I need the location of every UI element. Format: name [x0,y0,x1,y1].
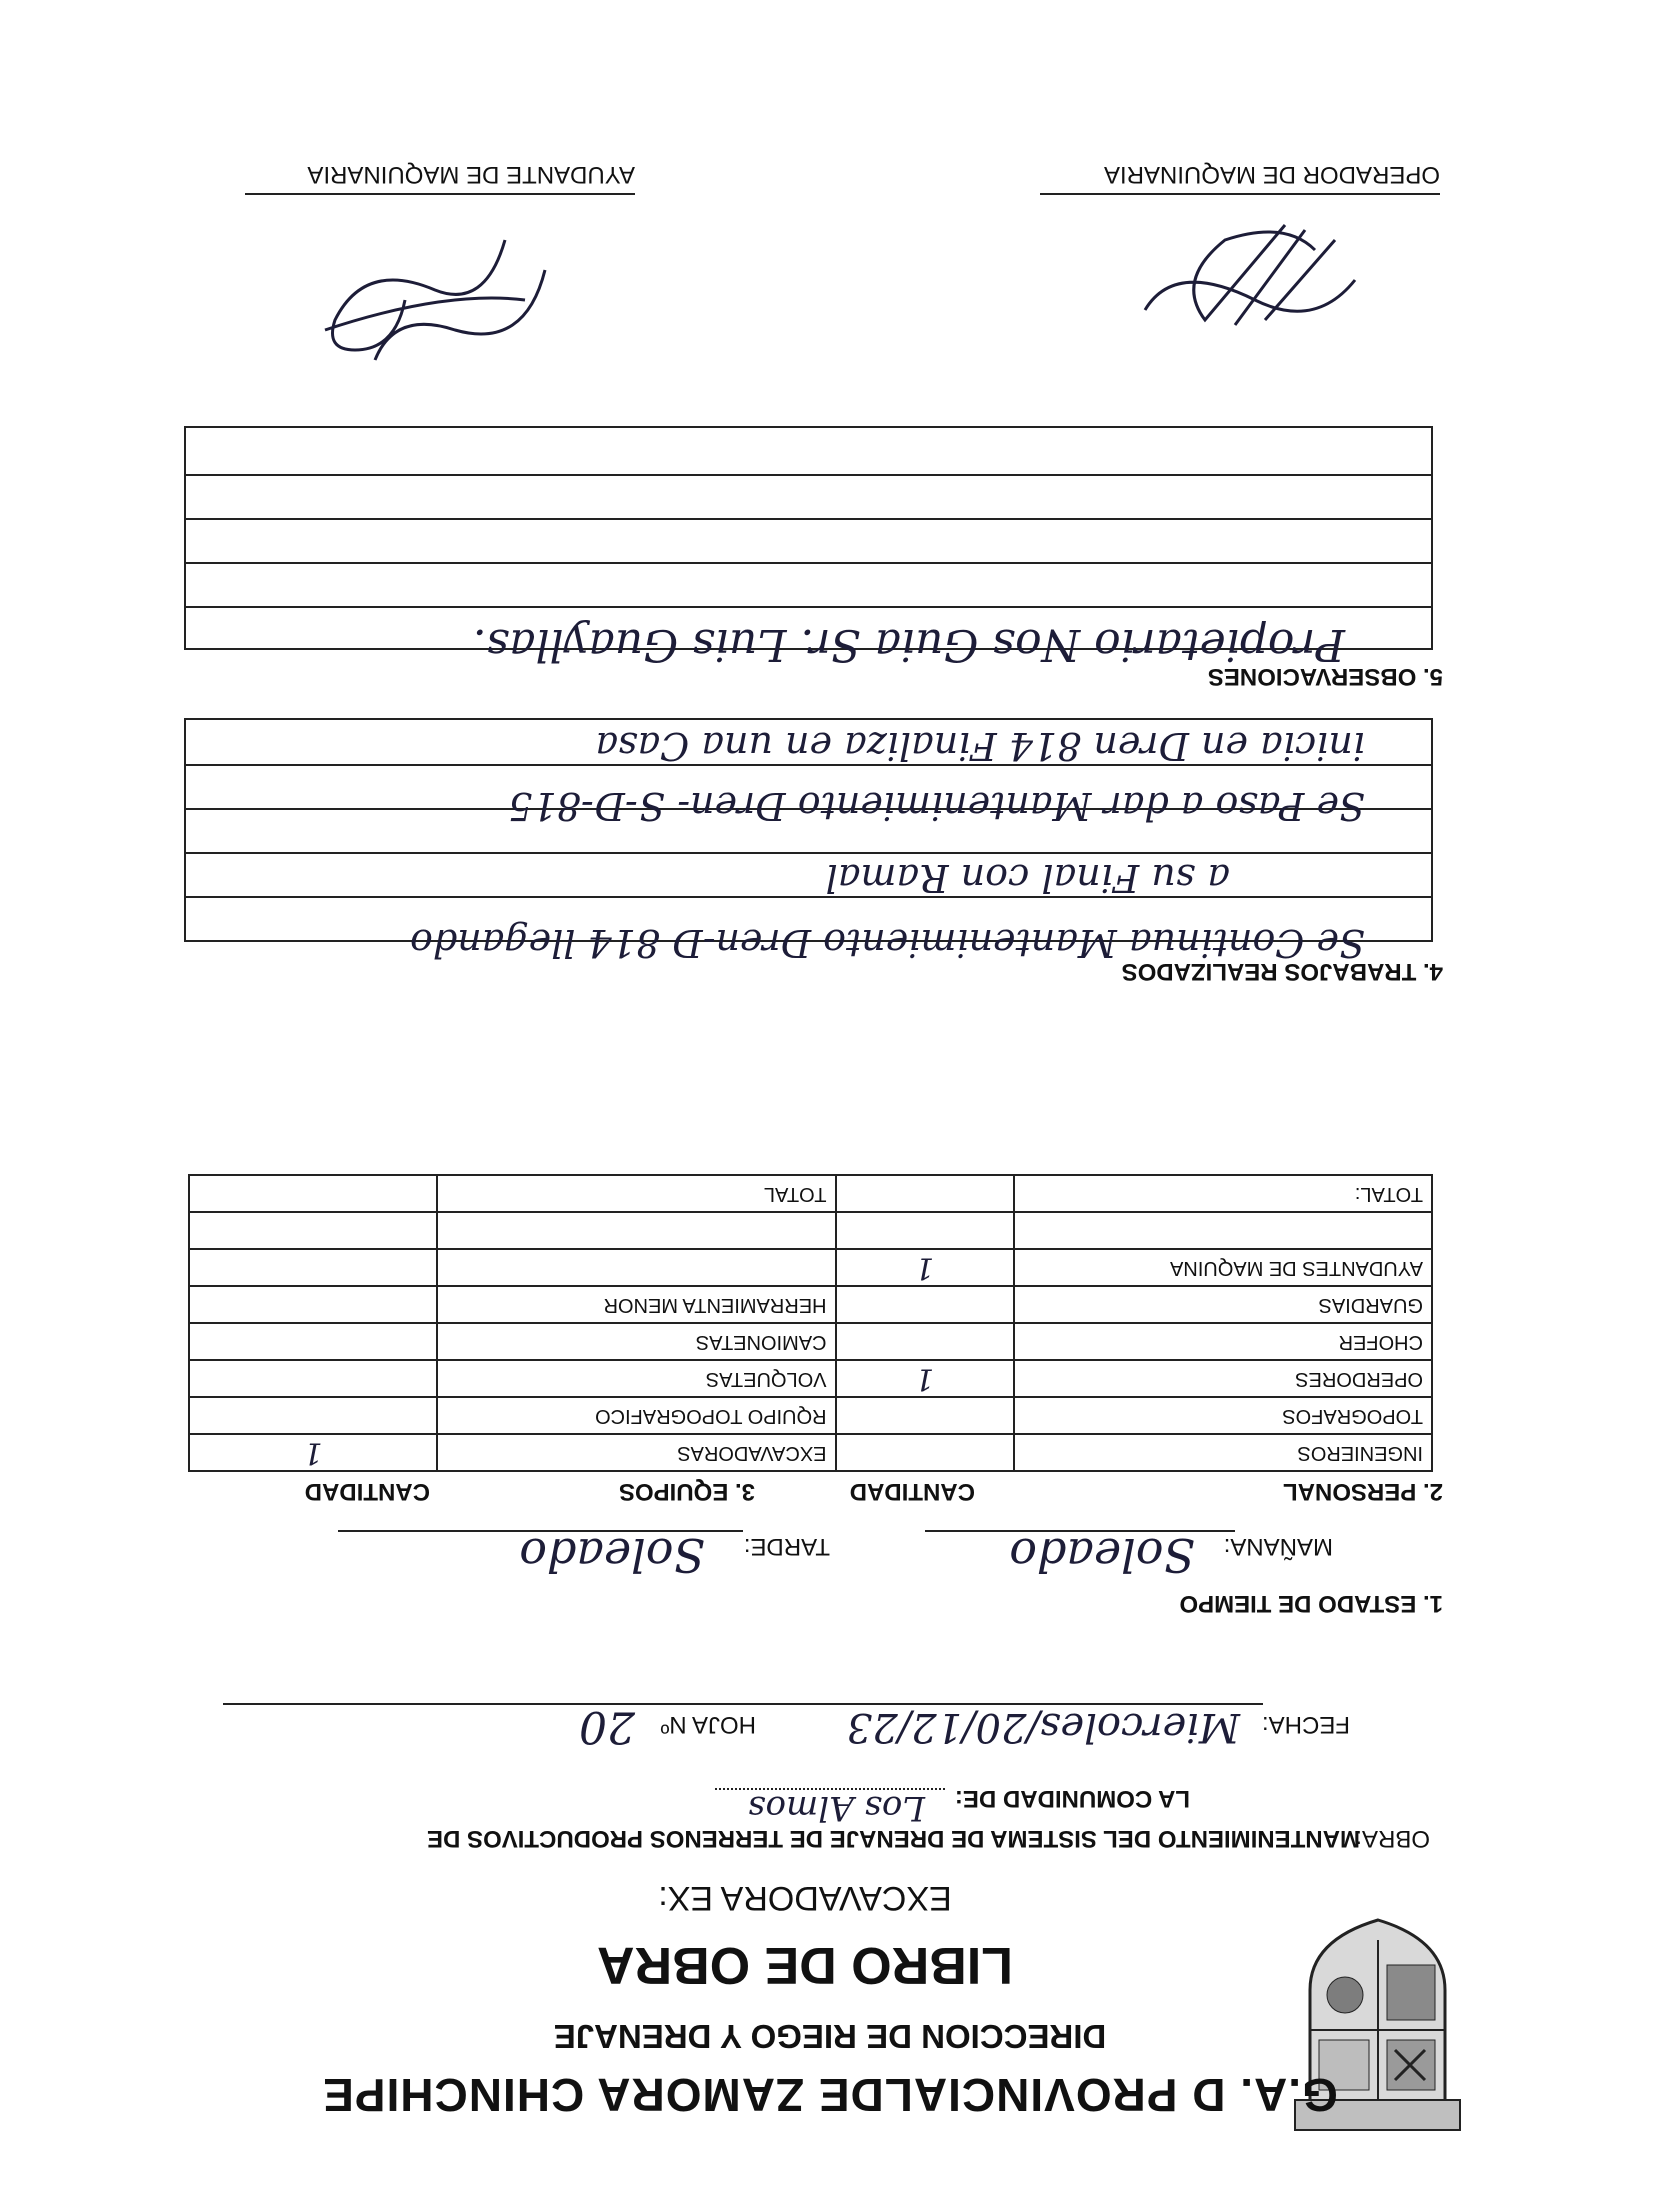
personal-count-cell: 1 [836,1360,1014,1397]
equipos-label-cell: EXCAVADORAS [437,1434,835,1471]
table-row [189,1212,1432,1249]
trabajos-line: Se Continua Mantenimiento Dren-D 814 llegando [410,921,1365,965]
equipos-label-cell: RQUIPO TOPOGRAFICO [437,1397,835,1434]
equipos-label-cell [437,1212,835,1249]
table-row [189,1175,1432,1212]
equipos-label-cell: TOTAL [437,1175,835,1212]
manana-label: MAÑANA: [1223,1533,1333,1560]
personal-count-cell [836,1397,1014,1434]
helper-signature [305,220,565,390]
table-row [189,1249,1432,1286]
personal-label-cell: INGENIEROS [1014,1434,1432,1471]
observaciones-box [184,426,1433,650]
operator-signature-line [1040,193,1440,195]
personal-count-cell [836,1323,1014,1360]
personal-label-cell: AYUDANTES DE MAQUINA [1014,1249,1432,1286]
trabajos-line: a su Final con Ramal [825,856,1230,900]
personal-count-cell [836,1286,1014,1323]
hoja-label: HOJA Nº [657,1710,760,1738]
obra-text-line1: MANTENIMIENTO DEL SISTEMA DE DRENAJE DE TERRENOS PRODUCTIVOS DE [427,1825,1360,1852]
trabajos-line: Se Paso a dar Mantenimiento Dren- S-D-815 [508,784,1365,828]
equipos-count-cell [189,1175,437,1212]
operator-signature [1115,210,1375,340]
equipos-count-cell [189,1249,437,1286]
helper-label: AYUDANTE DE MAQUINARIA [307,161,635,188]
obra-label: OBRA: [1355,1825,1430,1852]
personal-count-cell [836,1434,1014,1471]
equipos-label-cell: HERRAMIENTA MENOR [437,1286,835,1323]
equipos-label-cell: CAMIONETAS [437,1323,835,1360]
trabajos-line: inicia en Dren 814 Finaliza en una Casa [595,724,1365,768]
hoja-value: 20 [579,1701,635,1752]
section2-title: 2. PERSONAL [1282,1478,1443,1505]
personal-count-cell [836,1175,1014,1212]
table-row [189,1360,1432,1397]
manana-value: Soleado [1009,1528,1195,1582]
table-row [189,1434,1432,1471]
tarde-value: Soleado [519,1528,705,1582]
equipos-count-cell [189,1212,437,1249]
operator-label: OPERADOR DE MAQUINARIA [1103,161,1440,188]
equipos-count-cell: 1 [189,1434,437,1471]
section3-cantidad-header: CANTIDAD [304,1478,430,1505]
tarde-label: TARDE: [743,1533,830,1560]
observaciones-line: Propietario Nos Guia Sr. Luis Guayllas. [472,619,1345,670]
section1-title: 1. ESTADO DE TIEMPO [1179,1590,1443,1617]
obra-text-line2: LA COMUNIDAD DE: [954,1785,1190,1812]
personal-label-cell: TOPOGRAFOS [1014,1397,1432,1434]
personal-count-cell [836,1212,1014,1249]
department-title: DIRECCION DE RIEGO Y DRENAJE [553,2018,1107,2055]
equipos-count-cell [189,1286,437,1323]
personal-label-cell: TOTAL: [1014,1175,1432,1212]
section2-cantidad-header: CANTIDAD [849,1478,975,1505]
personal-label-cell: CHOFER [1014,1323,1432,1360]
fecha-label: FECHA: [1261,1711,1350,1738]
fecha-value: Miercoles/20/12/23 [846,1704,1240,1750]
table-row [189,1323,1432,1360]
section3-title: 3. EQUIPOS [618,1478,755,1505]
equipos-label-cell: VOLQUETAS [437,1360,835,1397]
table-row [189,1397,1432,1434]
book-title: LIBRO DE OBRA [597,1936,1013,1994]
section5-title: 5. OBSERVACIONES [1207,663,1443,690]
machine-label: EXCAVADORA EX: [658,1879,952,1917]
equipos-label-cell [437,1249,835,1286]
equipos-count-cell [189,1397,437,1434]
personal-count-cell: 1 [836,1249,1014,1286]
section4-title: 4. TRABAJOS REALIZADOS [1121,958,1443,985]
personal-label-cell: GUARDIAS [1014,1286,1432,1323]
personal-equipos-table [188,1174,1433,1472]
table-row [189,1286,1432,1323]
org-title: G.A. D PROVINCIALDE ZAMORA CHINCHIPE [322,2069,1338,2121]
personal-label-cell: OPERDORES [1014,1360,1432,1397]
helper-signature-line [245,193,635,195]
personal-label-cell [1014,1212,1432,1249]
equipos-count-cell [189,1360,437,1397]
community-value: Los Almos [748,1788,925,1828]
equipos-count-cell [189,1323,437,1360]
